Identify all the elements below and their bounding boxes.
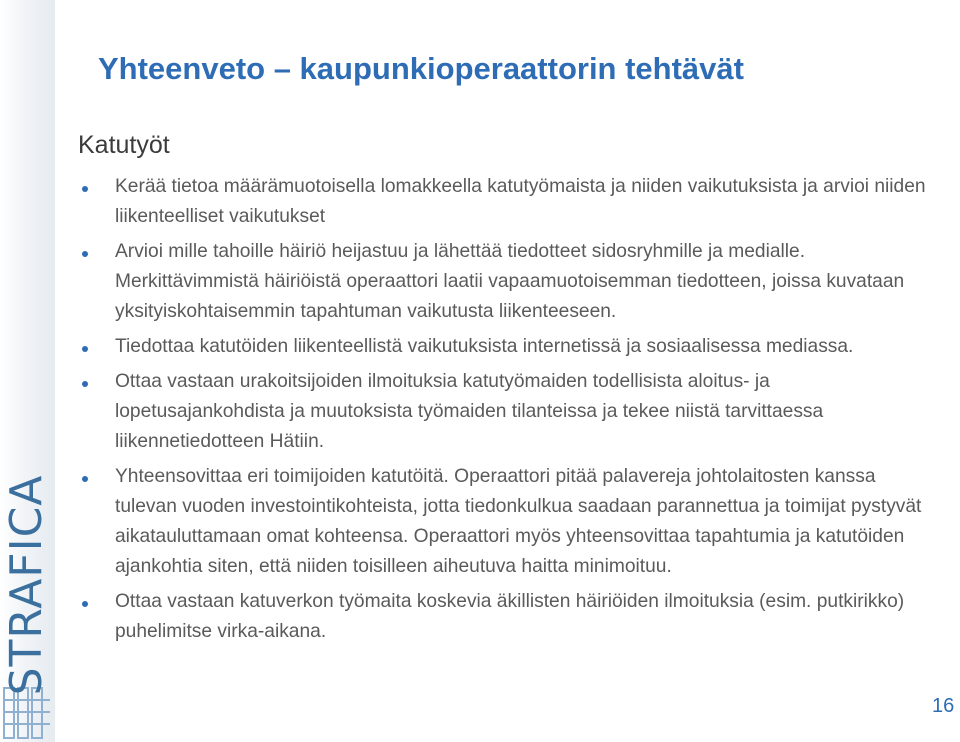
bullet-icon xyxy=(82,476,88,482)
bullet-item xyxy=(78,462,928,582)
bullet-text: Ottaa vastaan katuverkon työmaita koskevia äkillisten häiriöiden ilmoituksia (esim. putkirikko) puhelimitse virka-aikana. xyxy=(115,591,905,642)
bullet-icon xyxy=(82,186,88,192)
bullet-item xyxy=(78,367,928,457)
bullet-icon xyxy=(82,601,88,607)
brand-logo-text: STRAFICA xyxy=(1,474,52,696)
bullet-icon xyxy=(82,381,88,387)
page-number: 16 xyxy=(932,695,955,717)
bullet-text: Kerää tietoa määrämuotoisella lomakkeella katutyömaista ja niiden vaikutuksista ja arvioi niiden liikenteelliset vaikutukset xyxy=(115,176,926,227)
bullet-icon xyxy=(82,346,88,352)
bullet-text: Tiedottaa katutöiden liikenteellistä vaikutuksista internetissä ja sosiaalisessa mediassa. xyxy=(115,336,854,357)
bullet-list xyxy=(78,172,928,652)
bullet-item xyxy=(78,332,928,362)
brand-sidebar xyxy=(0,0,55,742)
bullet-text: Ottaa vastaan urakoitsijoiden ilmoituksia katutyömaiden todellisista aloitus- ja lopetusajankohdista ja muutoksista työmaiden tilanteissa ja tekee niistä tarvittaessa liikennetiedotteen Hätiin. xyxy=(115,371,824,452)
bullet-item xyxy=(78,237,928,327)
section-heading: Katutyöt xyxy=(78,131,170,159)
bullet-item xyxy=(78,172,928,232)
slide-title: Yhteenveto – kaupunkioperaattorin tehtävät xyxy=(98,51,744,86)
bullet-text: Yhteensovittaa eri toimijoiden katutöitä. Operaattori pitää palavereja johtolaitosten kanssa tulevan vuoden investointikohteista, jotta tiedonkulkua saadaan parannettua ja toimijat pystyvät aikatauluttamaan omat kohteensa. Operaattori myös yhteensovittaa tapahtumia ja katutöiden ajankohtia siten, että niiden toisilleen aiheutuva haitta minimoituu. xyxy=(115,466,922,577)
bullet-icon xyxy=(82,251,88,257)
bullet-text: Arvioi mille tahoille häiriö heijastuu ja lähettää tiedotteet sidosryhmille ja medialle. Merkittävimmistä häiriöistä operaattori laatii vapaamuotoisemman tiedotteen, joissa kuvataan yksityiskohtaisemmin tapahtuman vaikutusta liikenteeseen. xyxy=(115,241,905,322)
bullet-item xyxy=(78,587,928,647)
